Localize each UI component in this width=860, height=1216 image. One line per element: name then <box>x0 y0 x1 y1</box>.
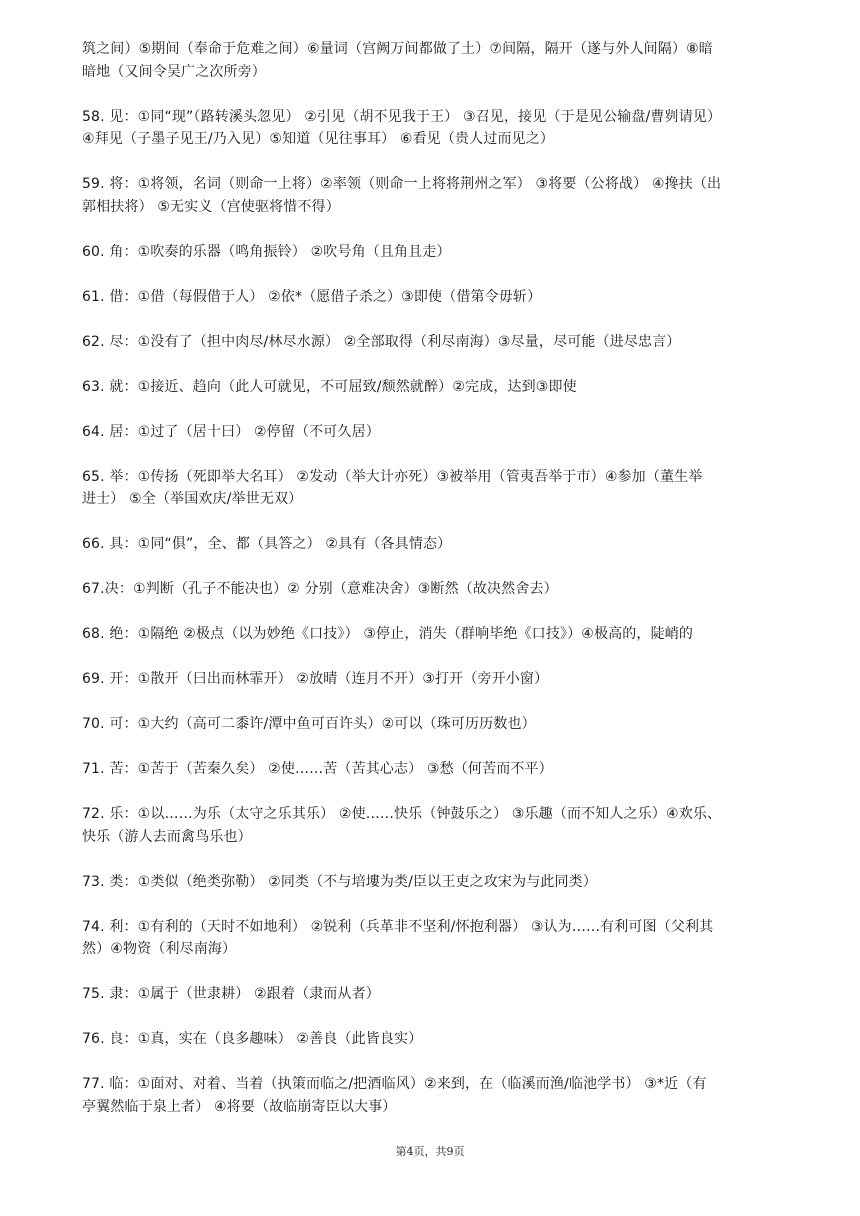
glossary-entry <box>82 623 790 646</box>
glossary-entry <box>82 241 790 264</box>
entry-line: 66. 具：①同“俱”，全、都（具答之） ②具有（各具情态） <box>82 536 452 552</box>
entry-spacer <box>82 1051 790 1074</box>
entry-spacer <box>82 848 790 871</box>
entry-line: 进士） ⑤全（举国欢庆/举世无双） <box>82 491 303 507</box>
entry-spacer <box>82 83 790 106</box>
entry-line: 65. 举：①传扬（死即举大名耳） ②发动（举大计亦死）③被举用（管夷吾举于市）④参加（董生举 <box>82 468 703 485</box>
entry-line: 58. 见：①同“现”（路转溪头忽见） ②引见（胡不见我于王） ③召见，接见（于是见公输盘/曹刿请见） <box>82 108 722 125</box>
entry-spacer <box>82 893 790 916</box>
entry-spacer <box>82 218 790 241</box>
glossary-entry <box>82 578 790 601</box>
glossary-entry <box>82 106 790 151</box>
glossary-entry <box>82 1028 790 1051</box>
entry-spacer <box>82 443 790 466</box>
entry-line: 63. 就：①接近、趋向（此人可就见，不可屈致/颓然就醉）②完成，达到③即使 <box>82 378 577 395</box>
glossary-entry <box>82 1073 790 1118</box>
entry-line: 60. 角：①吹奏的乐器（鸣角振铃） ②吹号角（且角且走） <box>82 243 451 260</box>
entry-line: 67.决：①判断（孔子不能决也）② 分别（意难决舍）③断然（故决然舍去） <box>82 581 558 597</box>
entry-spacer <box>82 556 790 579</box>
entry-spacer <box>82 308 790 331</box>
entry-list <box>82 38 790 1118</box>
entry-line: 快乐（游人去而禽鸟乐也） <box>82 828 252 845</box>
entry-line: 71. 苦：①苦于（苦秦久矣） ②使……苦（苦其心志） ③愁（何苦而不平） <box>82 761 553 777</box>
entry-spacer <box>82 961 790 984</box>
entry-spacer <box>82 263 790 286</box>
entry-spacer <box>82 601 790 624</box>
entry-spacer <box>82 398 790 421</box>
entry-spacer <box>82 1006 790 1029</box>
glossary-entry <box>82 38 790 83</box>
page-footer: 第4页，共9页 <box>395 1145 465 1158</box>
entry-spacer <box>82 646 790 669</box>
glossary-entry <box>82 871 790 894</box>
entry-spacer <box>82 511 790 534</box>
glossary-entry <box>82 533 790 556</box>
glossary-entry <box>82 173 790 218</box>
entry-line: 75. 隶：①属于（世隶耕） ②跟着（隶而从者） <box>82 986 380 1002</box>
entry-spacer <box>82 736 790 759</box>
glossary-entry <box>82 331 790 354</box>
glossary-entry <box>82 803 790 848</box>
entry-spacer <box>82 691 790 714</box>
entry-line: 62. 尽：①没有了（担中肉尽/林尽水源） ②全部取得（利尽南海）③尽量，尽可能（进尽忠言） <box>82 333 681 350</box>
entry-line: 筑之间）⑤期间（奉命于危难之间）⑥量词（宫阙万间都做了土）⑦间隔，隔开（遂与外人间隔）⑧暗 <box>82 41 713 57</box>
entry-line: 然）④物资（利尽南海） <box>82 941 237 957</box>
entry-line: 郭相扶将） ⑤无实义（宫使驱将惜不得） <box>82 198 340 215</box>
glossary-entry <box>82 421 790 444</box>
entry-line: 72. 乐：①以……为乐（太守之乐其乐） ②使……快乐（钟鼓乐之） ③乐趣（而不知人之乐）④欢乐、 <box>82 806 722 822</box>
entry-line: 61. 借：①借（每假借于人） ②依*（愿借子杀之）③即使（借第令毋斩） <box>82 288 542 305</box>
entry-spacer <box>82 151 790 174</box>
entry-line: 74. 利：①有利的（天时不如地利） ②锐利（兵革非不坚利/怀抱利器） ③认为……有利可图（父利其 <box>82 918 714 935</box>
entry-line: 73. 类：①类似（绝类弥勒） ②同类（不与培塿为类/臣以王吏之攻宋为与此同类） <box>82 873 597 890</box>
entry-line: 亭翼然临于泉上者） ④将要（故临崩寄臣以大事） <box>82 1098 397 1115</box>
entry-spacer <box>82 353 790 376</box>
glossary-entry <box>82 916 790 961</box>
glossary-entry <box>82 758 790 781</box>
glossary-entry <box>82 983 790 1006</box>
glossary-entry <box>82 376 790 399</box>
glossary-entry <box>82 466 790 511</box>
entry-spacer <box>82 781 790 804</box>
glossary-entry <box>82 668 790 691</box>
entry-line: 76. 良：①真，实在（良多趣味） ②善良（此皆良实） <box>82 1031 423 1047</box>
entry-line: ④拜见（子墨子见王/乃入见）⑤知道（见往事耳） ⑥看见（贵人过而见之） <box>82 131 555 147</box>
entry-line: 暗地（又间令吴广之次所旁） <box>82 63 266 80</box>
entry-line: 70. 可：①大约（高可二黍许/潭中鱼可百许头）②可以（珠可历历数也） <box>82 716 536 732</box>
glossary-entry <box>82 713 790 736</box>
entry-line: 77. 临：①面对、对着、当着（执策而临之/把酒临风）②来到，在（临溪而渔/临池学书） ③*近（有 <box>82 1076 707 1092</box>
entry-line: 59. 将：①将领，名词（则命一上将）②率领（则命一上将将荆州之军） ③将要（公将战） ④搀扶（出 <box>82 176 722 192</box>
glossary-entry <box>82 286 790 309</box>
entry-line: 64. 居：①过了（居十曰） ②停留（不可久居） <box>82 423 380 440</box>
entry-line: 69. 开：①散开（曰出而林霏开） ②放晴（连月不开）③打开（旁开小窗） <box>82 671 549 687</box>
entry-line: 68. 绝：①隔绝 ②极点（以为妙绝《口技》） ③停止，消失（群响毕绝《口技》）④极高的，陡峭的 <box>82 626 694 642</box>
